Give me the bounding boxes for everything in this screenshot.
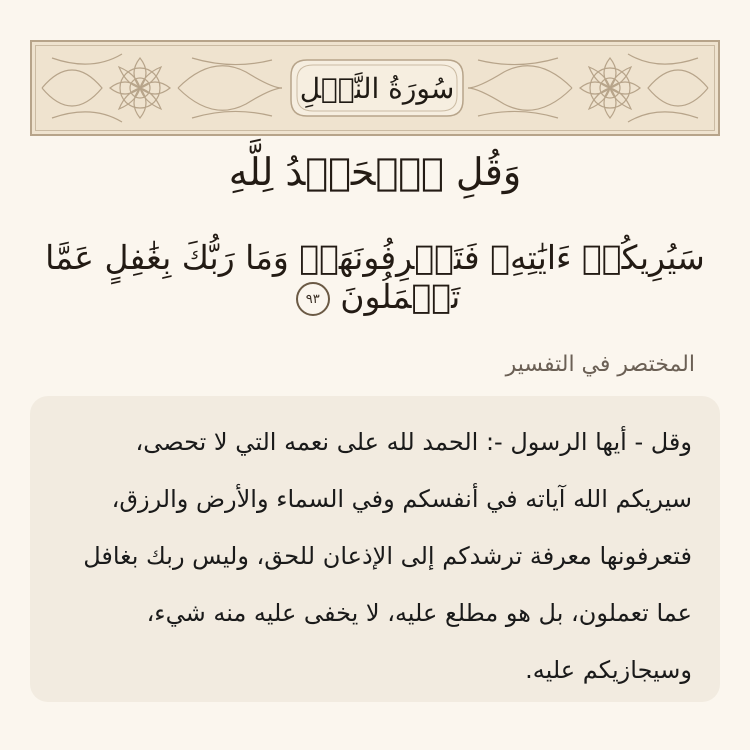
verse-line-1: وَقُلِ ٱلۡحَمۡدُ لِلَّهِ xyxy=(228,150,522,194)
tafsir-card xyxy=(30,396,720,702)
surah-title: سُورَةُ النَّمۡلِ xyxy=(299,71,455,105)
verse-line-2 xyxy=(20,238,730,316)
tafsir-text: وقل - أيها الرسول -: الحمد لله على نعمه التي لا تحصى، سيريكم الله آياته في أنفسكم وفي السماء والأرض والرزق، فتعرفونها معرفة ترشدكم إلى الإذعان للحق، وليس ربك بغافل عما تعملون، بل هو مطلع عليه، لا يخفى عليه منه شيء، وسيجازيكم عليه. xyxy=(83,428,692,684)
verse-line-2-text: سَيُرِيكُمۡ ءَايَٰتِهِۦ فَتَعۡرِفُونَهَاۚ وَمَا رَبُّكَ بِغَٰفِلٍ عَمَّا تَعۡمَلُونَ xyxy=(45,238,705,316)
ayah-number-marker: ٩٣ xyxy=(296,282,330,316)
tafsir-heading: المختصر في التفسير xyxy=(505,352,695,377)
surah-banner xyxy=(30,40,720,136)
